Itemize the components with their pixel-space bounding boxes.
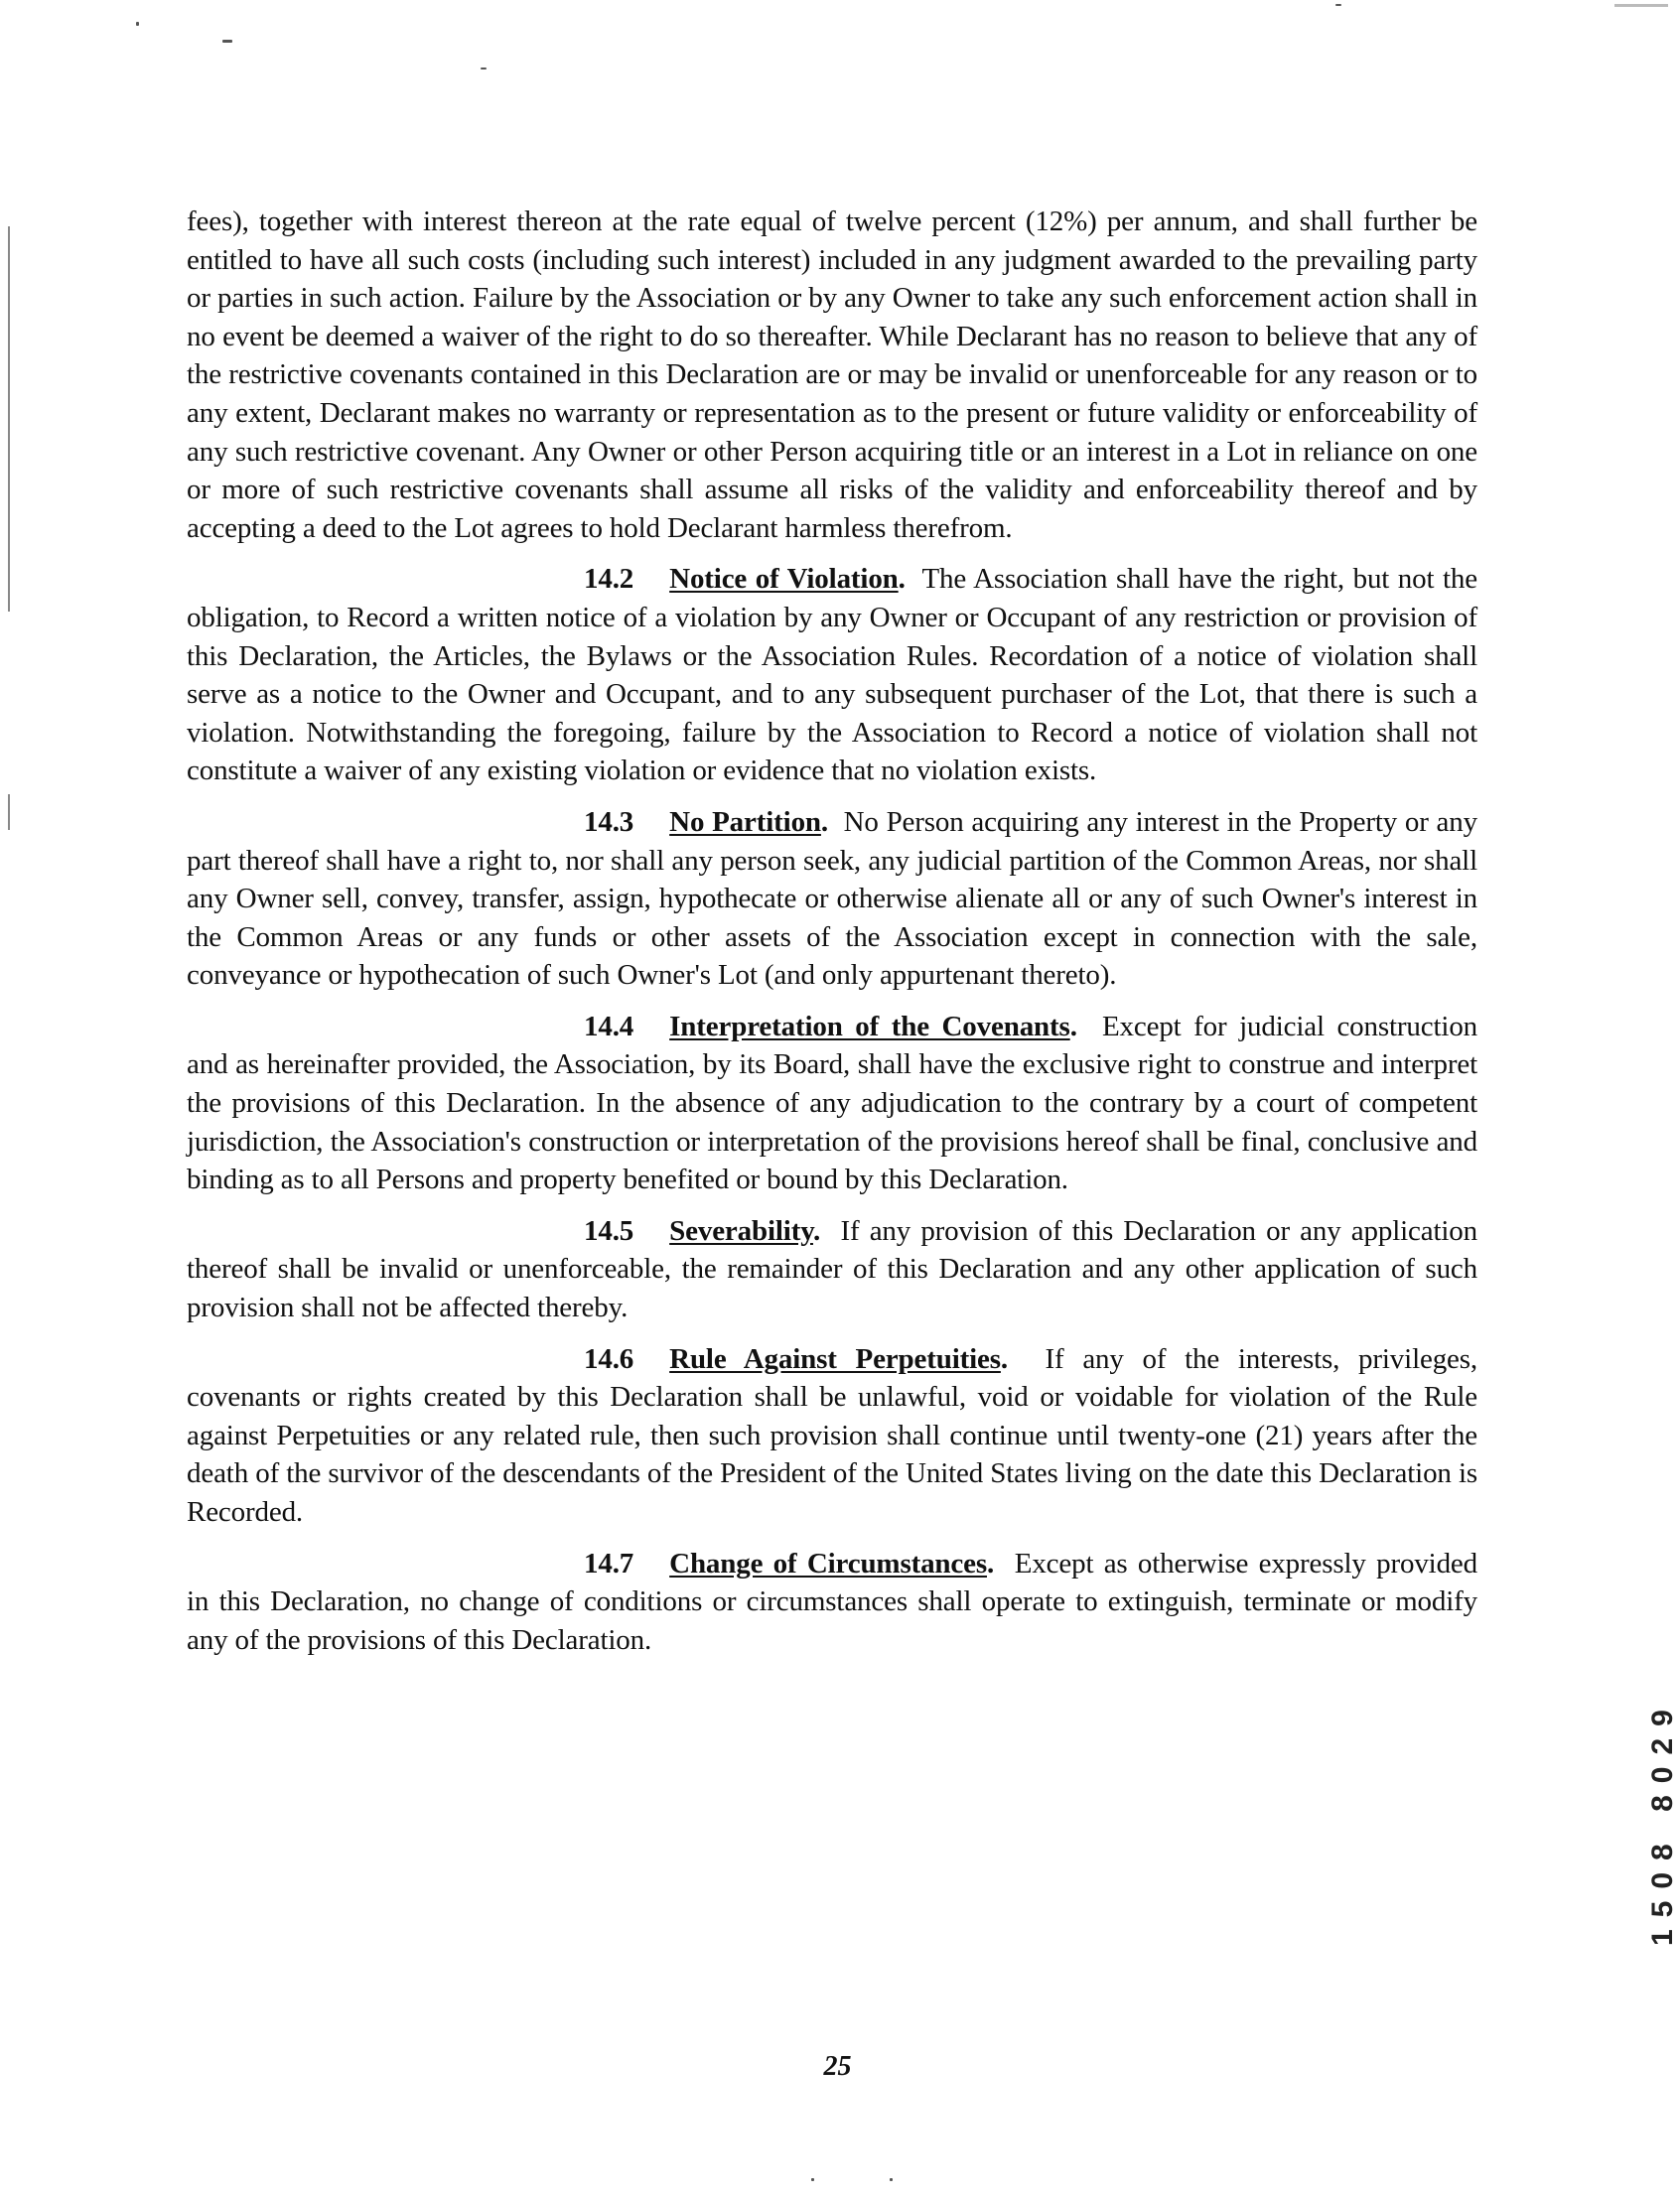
section-number: 14.3	[584, 805, 634, 838]
section-number: 14.7	[584, 1547, 634, 1580]
section-title: Notice of Violation	[669, 563, 899, 596]
section-number: 14.2	[584, 563, 634, 596]
recording-stamp-text: 1508 8029	[1646, 1698, 1679, 1946]
section-title: Rule Against Perpetuities	[669, 1342, 1001, 1375]
scan-dot-2	[222, 40, 232, 43]
scan-dot-3	[481, 68, 487, 69]
document-body	[187, 203, 1477, 1672]
scan-dot-5	[811, 2178, 814, 2181]
section-number: 14.5	[584, 1214, 634, 1247]
section-text: Except as otherwise expressly provided in this Declaration, no change of conditions or circumstances shall operate to extinguish, terminate or modify any of the provisions of this Declaration.	[187, 1547, 1477, 1656]
section-text: The Association shall have the right, but not the obligation, to Record a written notice of a violation by any Owner or Occupant of any restriction or provision of this Declaration, the Articles, the Bylaws or the Association Rules. Recordation of a notice of violation shall serve as a notice to the Owner and Occupant, and to any subsequent purchaser of the Lot, that there is such a violation. Notwithstanding the foregoing, failure by the Association to Record a notice of violation shall not constitute a waiver of any existing violation or evidence that no violation exists.	[187, 563, 1477, 787]
scan-dot-6	[890, 2178, 893, 2181]
section-text: No Person acquiring any interest in the Property or any part thereof shall have a right to, nor shall any person seek, any judicial partition of the Common Areas, nor shall any Owner sell, convey, transfer, assign, hypothecate or otherwise alienate all or any of such Owner's interest in the Common Areas or any funds or other assets of the Association except in connection with the sale, conveyance or hypothecation of such Owner's Lot (and only appurtenant thereto).	[187, 805, 1477, 992]
section-14-3: 14.3 No Partition. No Person acquiring any interest in the Property or any part thereof shall have a right to, nor shall any person seek, any judicial partition of the Common Areas, nor shall any Owner sell, convey, transfer, assign, hypothecate or otherwise alienate all or any of such Owner's interest in the Common Areas or any funds or other assets of the Association except in connection with the sale, conveyance or hypothecation of such Owner's Lot (and only appurtenant thereto).	[187, 803, 1477, 995]
recording-stamp	[1616, 1579, 1679, 1946]
scan-dot-4	[1335, 4, 1341, 6]
section-title: Change of Circumstances	[669, 1547, 987, 1580]
section-title: Interpretation of the Covenants	[669, 1010, 1070, 1042]
section-title: Severability	[669, 1214, 813, 1247]
page-number: 25	[823, 2051, 852, 2082]
section-14-2: 14.2 Notice of Violation. The Association shall have the right, but not the obligation, to Record a written notice of a violation by any Owner or Occupant of any restriction or provision of this Declaration, the Articles, the Bylaws or the Association Rules. Recordation of a notice of violation shall serve as a notice to the Owner and Occupant, and to any subsequent purchaser of the Lot, that there is such a violation. Notwithstanding the foregoing, failure by the Association to Record a notice of violation shall not constitute a waiver of any existing violation or evidence that no violation exists.	[187, 560, 1477, 790]
section-14-7: 14.7 Change of Circumstances. Except as otherwise expressly provided in this Declaration, no change of conditions or circumstances shall operate to extinguish, terminate or modify any of the provisions of this Declaration.	[187, 1545, 1477, 1660]
section-number: 14.4	[584, 1010, 634, 1042]
section-14-4: 14.4 Interpretation of the Covenants. Except for judicial construction and as hereinafter provided, the Association, by its Board, shall have the exclusive right to construe and interpret the provisions of this Declaration. In the absence of any adjudication to the contrary by a court of competent jurisdiction, the Association's construction or interpretation of the provisions hereof shall be final, conclusive and binding as to all Persons and property benefited or bound by this Declaration.	[187, 1008, 1477, 1199]
top-right-scan-mark	[1614, 4, 1668, 7]
scan-dot-1	[136, 22, 139, 26]
section-14-6: 14.6 Rule Against Perpetuities. If any of the interests, privileges, covenants or rights created by this Declaration shall be unlawful, void or voidable for violation of the Rule against Perpetuities or any related rule, then such provision shall continue until twenty-one (21) years after the death of the survivor of the descendants of the President of the United States living on the date this Declaration is Recorded.	[187, 1340, 1477, 1532]
section-title: No Partition	[669, 805, 821, 838]
section-number: 14.6	[584, 1342, 634, 1375]
section-text: Except for judicial construction and as hereinafter provided, the Association, by its Board, shall have the exclusive right to construe and interpret the provisions of this Declaration. In the absence of any adjudication to the contrary by a court of competent jurisdiction, the Association's construction or interpretation of the provisions hereof shall be final, conclusive and binding as to all Persons and property benefited or bound by this Declaration.	[187, 1010, 1478, 1196]
opening-paragraph: fees), together with interest thereon at the rate equal of twelve percent (12%) per annum, and shall further be entitled to have all such costs (including such interest) included in any judgment awarded to the prevailing party or parties in such action. Failure by the Association or by any Owner to take any such enforcement action shall in no event be deemed a waiver of the right to do so thereafter. While Declarant has no reason to believe that any of the restrictive covenants contained in this Declaration are or may be invalid or unenforceable for any reason or to any extent, Declarant makes no warranty or representation as to the present or future validity or enforceability of any such restrictive covenant. Any Owner or other Person acquiring title or an interest in a Lot in reliance on one or more of such restrictive covenants shall assume all risks of the validity and enforceability thereof and by accepting a deed to the Lot agrees to hold Declarant harmless therefrom.	[187, 206, 1477, 544]
left-margin-line-top	[8, 226, 10, 612]
left-margin-line-mid	[8, 794, 10, 830]
section-text: If any provision of this Declaration or any application thereof shall be invalid or unenforceable, the remainder of this Declaration and any other application of such provision shall not be affected thereby.	[187, 1214, 1477, 1324]
section-text: If any of the interests, privileges, covenants or rights created by this Declaration shall be unlawful, void or voidable for violation of the Rule against Perpetuities or any related rule, then such provision shall continue until twenty-one (21) years after the death of the survivor of the descendants of the President of the United States living on the date this Declaration is Recorded.	[187, 1342, 1478, 1528]
section-14-5: 14.5 Severability. If any provision of this Declaration or any application thereof shall be invalid or unenforceable, the remainder of this Declaration and any other application of such provision shall not be affected thereby.	[187, 1212, 1477, 1327]
